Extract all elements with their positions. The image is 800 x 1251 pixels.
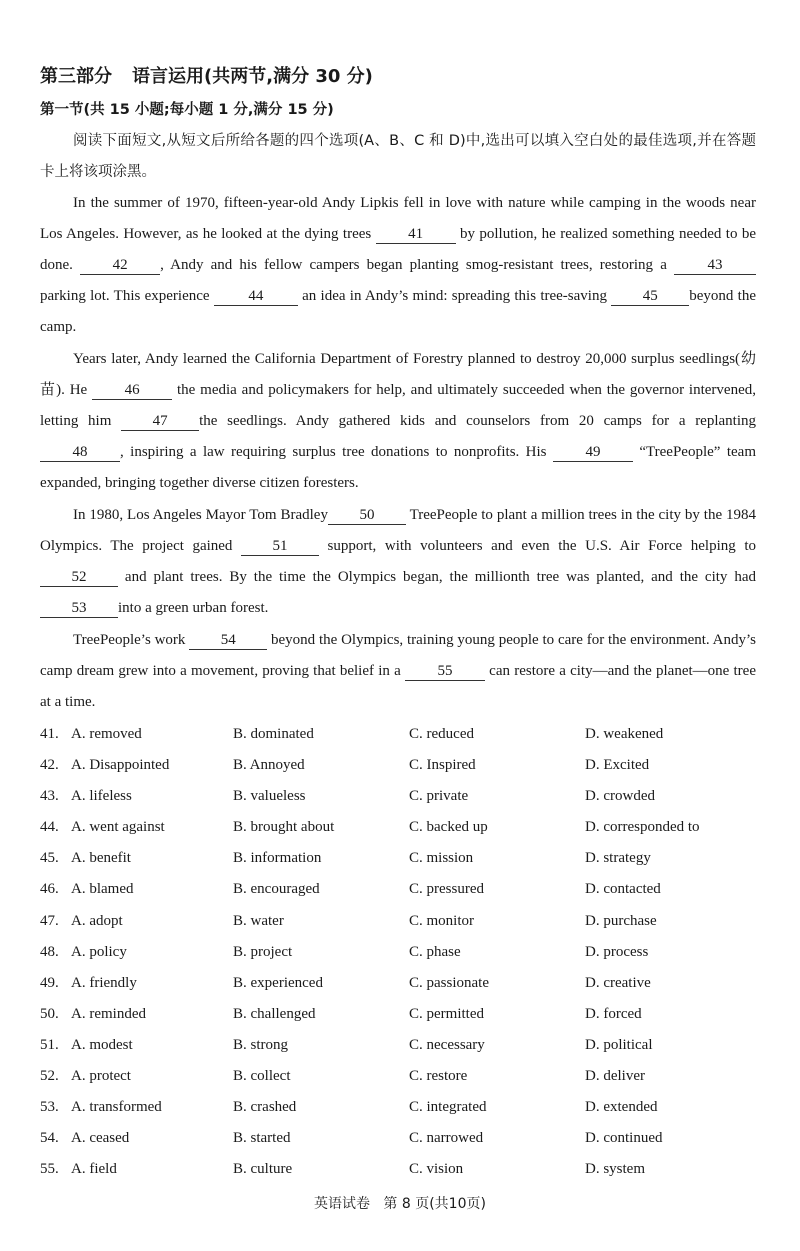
blank-47: 47	[121, 412, 199, 431]
option-b: B. challenged	[233, 1005, 316, 1022]
option-d: D. continued	[585, 1130, 663, 1147]
passage-text: the media and policymakers for help, and ultimately succeeded when the governor intervened, letting him	[40, 382, 756, 430]
question-number: 45.	[40, 850, 59, 867]
option-c: C. backed up	[409, 819, 488, 836]
option-a: A. went against	[71, 819, 165, 836]
option-a: A. lifeless	[71, 788, 132, 805]
passage-paragraph-3	[40, 500, 756, 624]
passage-text: TreePeople’s work	[73, 632, 190, 648]
question-number: 42.	[40, 757, 59, 774]
passage-text: TreePeople to plant a million trees in the city by the 1984 Olympics. The project gained	[40, 507, 757, 555]
blank-54: 54	[189, 631, 267, 650]
question-number: 53.	[40, 1099, 59, 1116]
question-41	[40, 720, 756, 751]
blank-41: 41	[376, 225, 456, 244]
option-d: D. weakened	[585, 726, 664, 742]
option-a: A. benefit	[71, 850, 131, 867]
part-title	[40, 62, 373, 88]
option-a: A. transformed	[71, 1099, 162, 1116]
question-44	[40, 813, 756, 844]
option-a: A. field	[71, 1161, 117, 1178]
passage-paragraph-2	[40, 344, 756, 499]
passage-text: , inspiring a law requiring surplus tree donations to nonprofits. His	[120, 444, 553, 461]
option-b: B. culture	[233, 1161, 293, 1178]
option-a: A. friendly	[71, 974, 137, 991]
option-d: D. strategy	[585, 850, 651, 867]
passage-text: parking lot. This experience	[40, 288, 214, 305]
option-c: C. narrowed	[409, 1130, 484, 1147]
option-d: D. contacted	[585, 881, 661, 898]
question-51	[40, 1031, 756, 1062]
section-title: 第一节(共 15 小题;每小题 1 分,满分 15 分)	[40, 102, 334, 118]
option-b: B. crashed	[233, 1099, 297, 1116]
option-d: D. purchase	[585, 912, 657, 929]
option-c: C. private	[409, 788, 469, 805]
option-c: C. integrated	[409, 1099, 487, 1116]
option-a: A. policy	[71, 943, 127, 960]
option-c: C. mission	[409, 850, 474, 867]
part-label: 第三部分	[40, 66, 112, 87]
question-number: 48.	[40, 943, 59, 960]
option-b: B. strong	[233, 1036, 289, 1053]
option-c: C. phase	[409, 943, 461, 960]
passage-text: an idea in Andy’s mind: spreading this tree-saving	[297, 288, 612, 305]
passage-text: beyond the camp.	[40, 288, 756, 336]
question-50	[40, 1000, 756, 1031]
option-d: D. process	[585, 943, 649, 960]
option-a: A. protect	[71, 1068, 131, 1085]
option-a: A. blamed	[71, 881, 134, 898]
option-d: D. deliver	[585, 1068, 645, 1085]
question-47	[40, 907, 756, 938]
passage-text: Years later, Andy learned the California Department of Forestry planned to destroy 20,000 surplus seedlings(幼苗). He	[40, 351, 756, 399]
part-subtitle: 语言运用(共两节,满分 30 分)	[132, 66, 373, 87]
option-d: D. creative	[585, 974, 651, 991]
question-55	[40, 1155, 756, 1186]
question-46	[40, 875, 756, 906]
page-footer: 英语试卷 第 8 页(共10页)	[314, 1196, 486, 1212]
passage-paragraph-4	[40, 625, 756, 718]
option-b: B. information	[233, 850, 322, 867]
passage-text: by pollution, he realized something needed to be done.	[40, 226, 757, 274]
option-b: B. brought about	[233, 819, 335, 836]
question-number: 54.	[40, 1130, 59, 1147]
option-c: C. necessary	[409, 1036, 485, 1053]
option-b: B. project	[233, 943, 293, 960]
option-c: C. restore	[409, 1068, 468, 1085]
passage-text: the seedlings. Andy gathered kids and counselors from 20 camps for a replanting	[199, 413, 757, 430]
option-d: D. corresponded to	[585, 819, 700, 836]
passage-text: into a green urban forest.	[118, 600, 269, 617]
option-a: A. removed	[71, 726, 142, 742]
blank-53: 53	[40, 599, 118, 618]
instructions: 阅读下面短文,从短文后所给各题的四个选项(A、B、C 和 D)中,选出可以填入空白处的最佳选项,并在答题卡上将该项涂黑。	[40, 133, 756, 180]
option-a: A. ceased	[71, 1130, 130, 1147]
option-c: C. permitted	[409, 1005, 484, 1022]
option-b: B. Annoyed	[233, 757, 305, 774]
option-c: C. passionate	[409, 974, 489, 991]
option-d: D. system	[585, 1161, 645, 1178]
blank-44: 44	[214, 287, 298, 306]
passage-text: In 1980, Los Angeles Mayor Tom Bradley	[73, 507, 328, 523]
passage-paragraph-1	[40, 188, 756, 343]
passage-text: “TreePeople” team expanded, bringing together diverse citizen foresters.	[40, 444, 756, 492]
blank-45: 45	[611, 287, 689, 306]
blank-46: 46	[92, 381, 172, 400]
question-52	[40, 1062, 756, 1093]
question-number: 46.	[40, 881, 59, 898]
question-43	[40, 782, 756, 813]
option-c: C. pressured	[409, 881, 484, 898]
question-53	[40, 1093, 756, 1124]
option-c: C. monitor	[409, 912, 475, 929]
passage-text: and plant trees. By the time the Olympics began, the millionth tree was planted, and the city had	[118, 569, 756, 586]
blank-42: 42	[80, 256, 160, 275]
option-d: D. political	[585, 1036, 653, 1053]
blank-51: 51	[241, 537, 319, 556]
option-b: B. collect	[233, 1068, 291, 1085]
passage-text: , Andy and his fellow campers began planting smog-resistant trees, restoring a	[160, 257, 674, 274]
option-a: A. reminded	[71, 1005, 146, 1022]
question-number: 44.	[40, 819, 59, 836]
passage-text: support, with volunteers and even the U.S. Air Force helping to	[319, 538, 756, 555]
blank-43: 43	[674, 256, 756, 275]
option-a: A. adopt	[71, 912, 123, 929]
option-c: C. reduced	[409, 726, 474, 742]
question-number: 52.	[40, 1068, 59, 1085]
option-b: B. dominated	[233, 726, 314, 742]
blank-55: 55	[405, 662, 485, 681]
option-a: A. modest	[71, 1036, 133, 1053]
question-number: 47.	[40, 912, 59, 929]
blank-50: 50	[328, 506, 406, 525]
option-d: D. Excited	[585, 757, 650, 774]
option-c: C. Inspired	[409, 757, 476, 774]
option-b: B. started	[233, 1130, 291, 1147]
question-number: 50.	[40, 1005, 59, 1022]
passage-text: beyond the Olympics, training young people to care for the environment. Andy’s camp dream grew into a movement, proving that belief in a	[40, 632, 756, 680]
blank-49: 49	[553, 443, 633, 462]
option-a: A. Disappointed	[71, 757, 170, 774]
question-number: 55.	[40, 1161, 59, 1178]
question-number: 41.	[40, 726, 59, 742]
question-48	[40, 938, 756, 969]
passage-text: In the summer of 1970, fifteen-year-old Andy Lipkis fell in love with nature while camping in the woods near Los Angeles. However, as he looked at the dying trees	[40, 195, 756, 243]
question-42	[40, 751, 756, 782]
option-c: C. vision	[409, 1161, 464, 1178]
option-d: D. extended	[585, 1099, 658, 1116]
option-b: B. encouraged	[233, 881, 320, 898]
question-45	[40, 844, 756, 875]
option-b: B. experienced	[233, 974, 323, 991]
question-number: 43.	[40, 788, 59, 805]
question-54	[40, 1124, 756, 1155]
option-b: B. valueless	[233, 788, 306, 805]
blank-52: 52	[40, 568, 118, 587]
option-d: D. crowded	[585, 788, 655, 805]
option-b: B. water	[233, 912, 284, 929]
question-49	[40, 969, 756, 1000]
question-number: 49.	[40, 974, 59, 991]
blank-48: 48	[40, 443, 120, 462]
option-d: D. forced	[585, 1005, 642, 1022]
answer-options	[40, 720, 756, 1186]
question-number: 51.	[40, 1036, 59, 1053]
passage-text: can restore a city—and the planet—one tree at a time.	[40, 663, 756, 711]
